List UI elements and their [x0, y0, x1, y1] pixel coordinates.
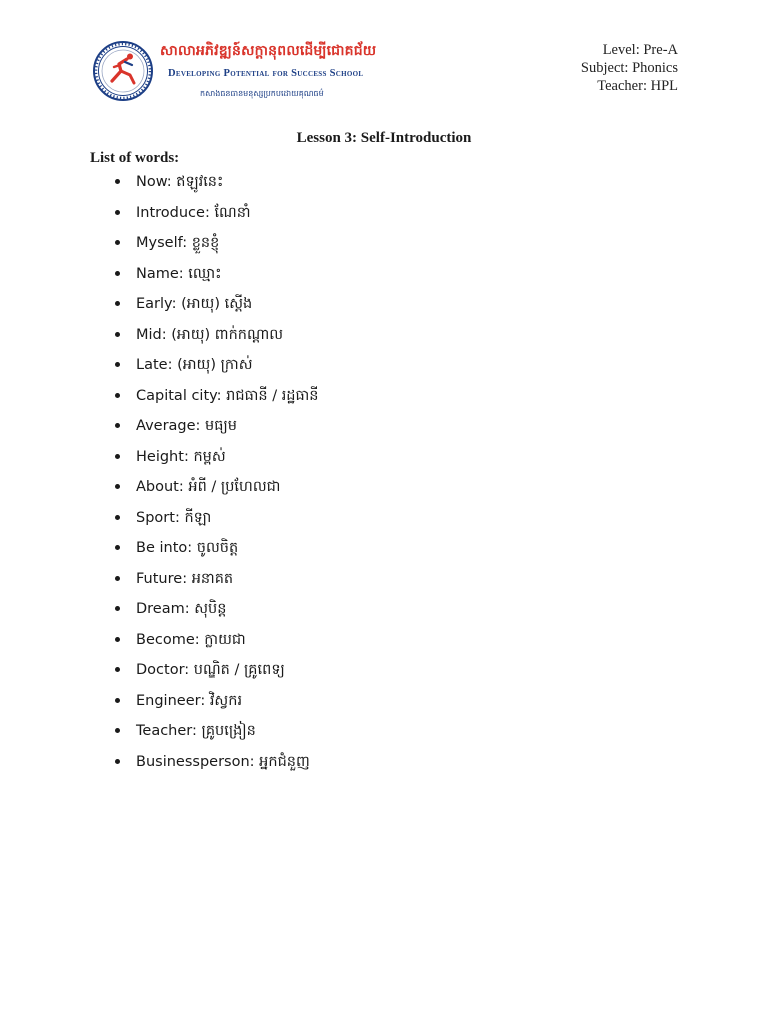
word-english: Mid — [136, 326, 162, 343]
word-khmer: កីឡា — [184, 509, 212, 526]
word-english: Early — [136, 296, 172, 312]
bullet — [115, 545, 120, 550]
bullet — [115, 271, 120, 276]
word-english: Be into — [136, 540, 188, 556]
subject-text: Subject: Phonics — [580, 60, 678, 76]
bullet — [115, 728, 120, 733]
word-item-teacher: Teacher: គ្រូបង្រៀន — [112, 716, 319, 747]
teacher-text: Teacher: HPL — [597, 78, 678, 94]
lesson-title: Lesson 3: Self-Introduction — [296, 130, 472, 146]
bullet — [115, 393, 120, 398]
word-english: Late — [136, 357, 168, 373]
word-english: Become — [136, 631, 195, 648]
word-khmer: អនាគត — [191, 570, 234, 587]
school-motto: កសាងធនធានមនុស្សប្រកបដោយគុណធម៌ — [200, 89, 324, 98]
word-item-mid: Mid: (អាយុ) ពាក់កណ្ដាល — [112, 320, 319, 351]
word-item-about: About: អំពី / ប្រហែលជា — [112, 472, 319, 503]
word-item-late: Late: (អាយុ) ក្រាស់ — [112, 350, 319, 381]
word-khmer: ខ្លួនខ្ញុំ — [191, 235, 220, 251]
word-english: About — [136, 479, 179, 495]
word-khmer: សុបិន្ត — [194, 601, 227, 617]
word-english: Businessperson — [136, 753, 250, 770]
bullet — [115, 515, 120, 520]
word-item-now: Now: ឥឡូវនេះ — [112, 167, 319, 198]
word-english: Introduce — [136, 204, 205, 221]
word-english: Myself — [136, 235, 183, 251]
word-item-name: Name: ឈ្មោះ — [112, 259, 319, 290]
word-item-introduce: Introduce: ណែនាំ — [112, 198, 319, 229]
word-english: Doctor — [136, 662, 185, 678]
word-khmer: ចូលចិត្ត — [196, 540, 239, 556]
word-list — [112, 167, 319, 777]
word-english: Now — [136, 174, 167, 190]
word-english: Sport — [136, 509, 175, 526]
school-name-khmer: សាលាអភិវឌ្ឍន៍សក្តានុពលដើម្បីជោគជ័យ — [160, 43, 377, 59]
word-khmer: បណ្ឌិត / គ្រូពេទ្យ — [193, 662, 285, 678]
bullet — [115, 210, 120, 215]
school-name-english: Developing Potential for Success School — [168, 68, 364, 79]
bullet — [115, 698, 120, 703]
school-seal-icon — [92, 40, 154, 102]
word-khmer: កម្ពស់ — [193, 448, 226, 465]
word-item-be-into: Be into: ចូលចិត្ត — [112, 533, 319, 564]
word-english: Name — [136, 265, 179, 282]
word-english: Dream — [136, 601, 185, 617]
word-item-sport: Sport: កីឡា — [112, 503, 319, 534]
word-khmer: ណែនាំ — [214, 204, 251, 221]
bullet — [115, 240, 120, 245]
word-item-early: Early: (អាយុ) ស្ដើង — [112, 289, 319, 320]
word-item-future: Future: អនាគត — [112, 564, 319, 595]
bullet — [115, 576, 120, 581]
word-english: Future — [136, 570, 183, 587]
word-english: Average — [136, 418, 196, 434]
word-item-myself: Myself: ខ្លួនខ្ញុំ — [112, 228, 319, 259]
class-info — [581, 41, 678, 95]
word-khmer: (អាយុ) ក្រាស់ — [177, 357, 253, 373]
word-english: Height — [136, 448, 184, 465]
word-khmer: មធ្យម — [205, 418, 237, 434]
word-khmer: (អាយុ) ពាក់កណ្ដាល — [171, 326, 284, 343]
word-item-engineer: Engineer: វិស្វករ — [112, 686, 319, 717]
word-khmer: គ្រូបង្រៀន — [201, 723, 256, 739]
word-khmer: ក្លាយជា — [204, 631, 246, 648]
word-khmer: ឈ្មោះ — [188, 265, 222, 282]
word-english: Engineer — [136, 692, 201, 709]
school-logo-block — [92, 40, 382, 110]
word-english: Teacher — [136, 723, 192, 739]
word-khmer: ឥឡូវនេះ — [176, 174, 224, 190]
word-item-doctor: Doctor: បណ្ឌិត / គ្រូពេទ្យ — [112, 655, 319, 686]
bullet — [115, 759, 120, 764]
bullet — [115, 454, 120, 459]
word-khmer: (អាយុ) ស្ដើង — [181, 296, 253, 312]
bullet — [115, 484, 120, 489]
bullet — [115, 301, 120, 306]
bullet — [115, 667, 120, 672]
bullet — [115, 362, 120, 367]
list-heading: List of words: — [90, 150, 180, 166]
word-item-average: Average: មធ្យម — [112, 411, 319, 442]
level-text: Level: Pre-A — [602, 42, 678, 58]
word-item-height: Height: កម្ពស់ — [112, 442, 319, 473]
bullet — [115, 606, 120, 611]
bullet — [115, 637, 120, 642]
word-khmer: វិស្វករ — [209, 692, 243, 709]
word-item-become: Become: ក្លាយជា — [112, 625, 319, 656]
bullet — [115, 423, 120, 428]
bullet — [115, 179, 120, 184]
word-item-dream: Dream: សុបិន្ត — [112, 594, 319, 625]
word-khmer: អ្នកជំនួញ — [259, 753, 310, 770]
word-khmer: រាជធានី / រដ្ឋធានី — [226, 387, 319, 404]
word-english: Capital city — [136, 387, 217, 404]
word-item-capital-city: Capital city: រាជធានី / រដ្ឋធានី — [112, 381, 319, 412]
bullet — [115, 332, 120, 337]
word-item-businessperson: Businessperson: អ្នកជំនួញ — [112, 747, 319, 778]
word-khmer: អំពី / ប្រហែលជា — [188, 479, 281, 495]
